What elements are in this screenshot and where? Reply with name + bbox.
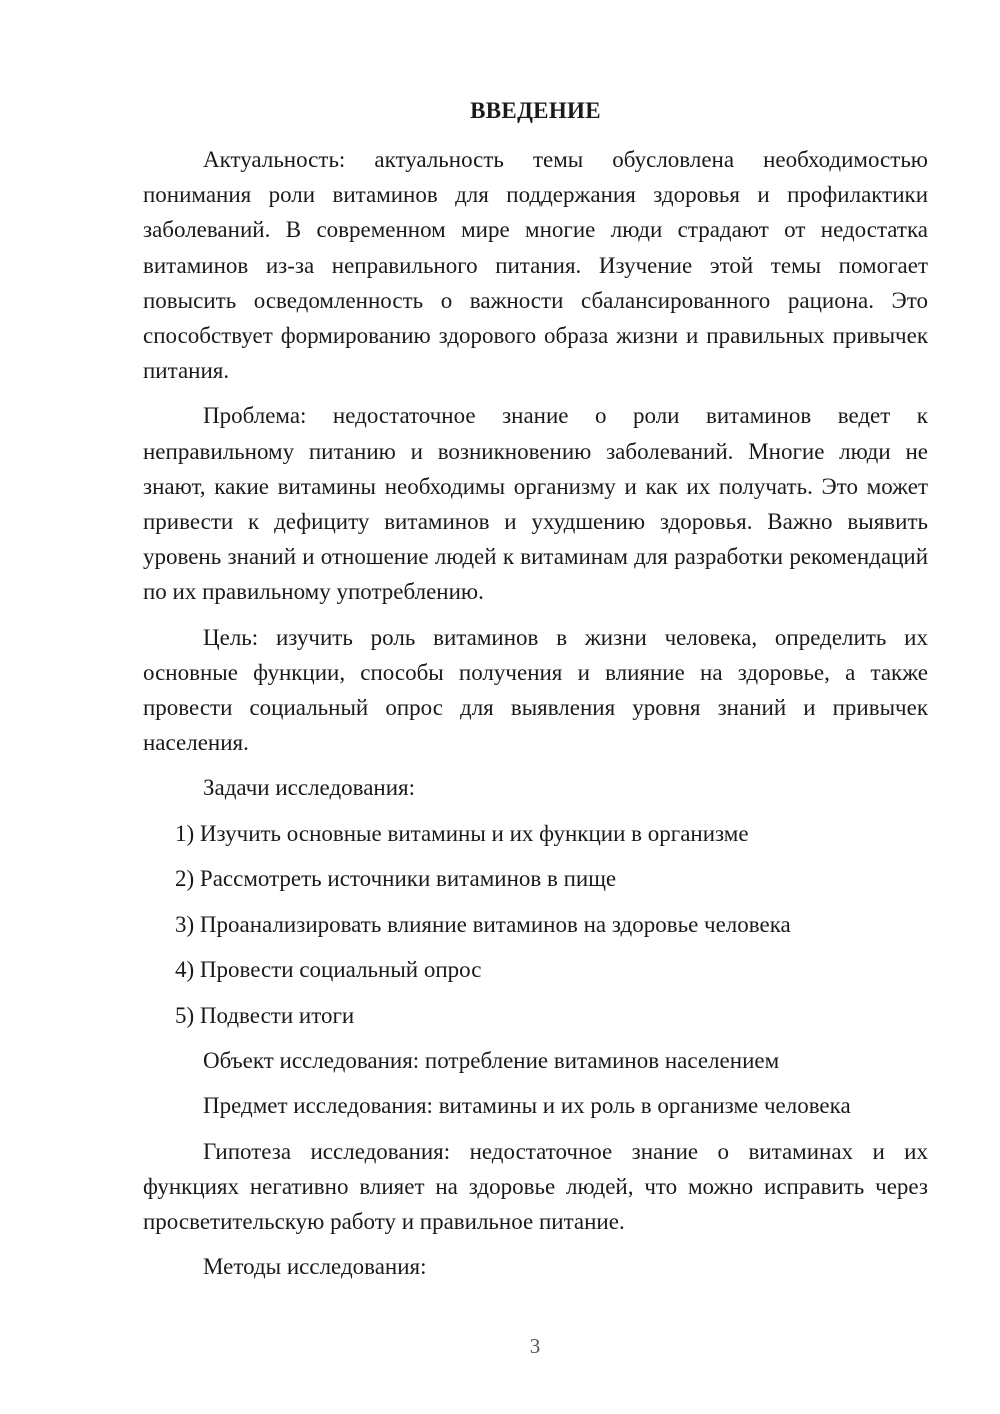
paragraph-goal: Цель: изучить роль витаминов в жизни человека, определить их основные функции, способы получения и влияние на здоровье, а также провести социальный опрос для выявления уровня знаний и привычек населения. (143, 624, 928, 756)
paragraph-subject: Предмет исследования: витамины и их роль в организме человека (203, 1093, 851, 1119)
page-number: 3 (529, 1334, 541, 1358)
list-item: 1) Изучить основные витамины и их функции в организме (175, 820, 749, 846)
list-item: 5) Подвести итоги (175, 1002, 355, 1028)
list-item: 3) Проанализировать влияние витаминов на здоровье человека (175, 911, 791, 937)
paragraph-relevance: Актуальность: актуальность темы обусловлена необходимостью понимания роли витаминов для поддержания здоровья и профилактики заболеваний. В современном мире многие люди страдают от недостатка витаминов из-за неправильного питания. Изучение этой темы помогает повысить осведомленность о важности сбалансированного рациона. Это способствует формированию здорового образа жизни и правильных привычек питания. (143, 147, 928, 384)
page-title: ВВЕДЕНИЕ (470, 98, 601, 123)
tasks-heading: Задачи исследования: (203, 775, 416, 801)
list-item: 2) Рассмотреть источники витаминов в пище (175, 866, 617, 892)
paragraph-object: Объект исследования: потребление витаминов населением (203, 1048, 780, 1074)
list-item: 4) Провести социальный опрос (175, 957, 482, 983)
document-body (143, 142, 928, 1294)
paragraph-problem: Проблема: недостаточное знание о роли витаминов ведет к неправильному питанию и возникновению заболеваний. Многие люди не знают, какие витамины необходимы организму и как их получать. Это может привести к дефициту витаминов и ухудшению здоровья. Важно выявить уровень знаний и отношение людей к витаминам для разработки рекомендаций по их правильному употреблению. (143, 403, 928, 605)
methods-heading: Методы исследования: (203, 1254, 427, 1280)
paragraph-hypothesis: Гипотеза исследования: недостаточное знание о витаминах и их функциях негативно влияет на здоровье людей, что можно исправить через просветительскую работу и правильное питание. (143, 1138, 928, 1234)
tasks-list (143, 816, 928, 1033)
